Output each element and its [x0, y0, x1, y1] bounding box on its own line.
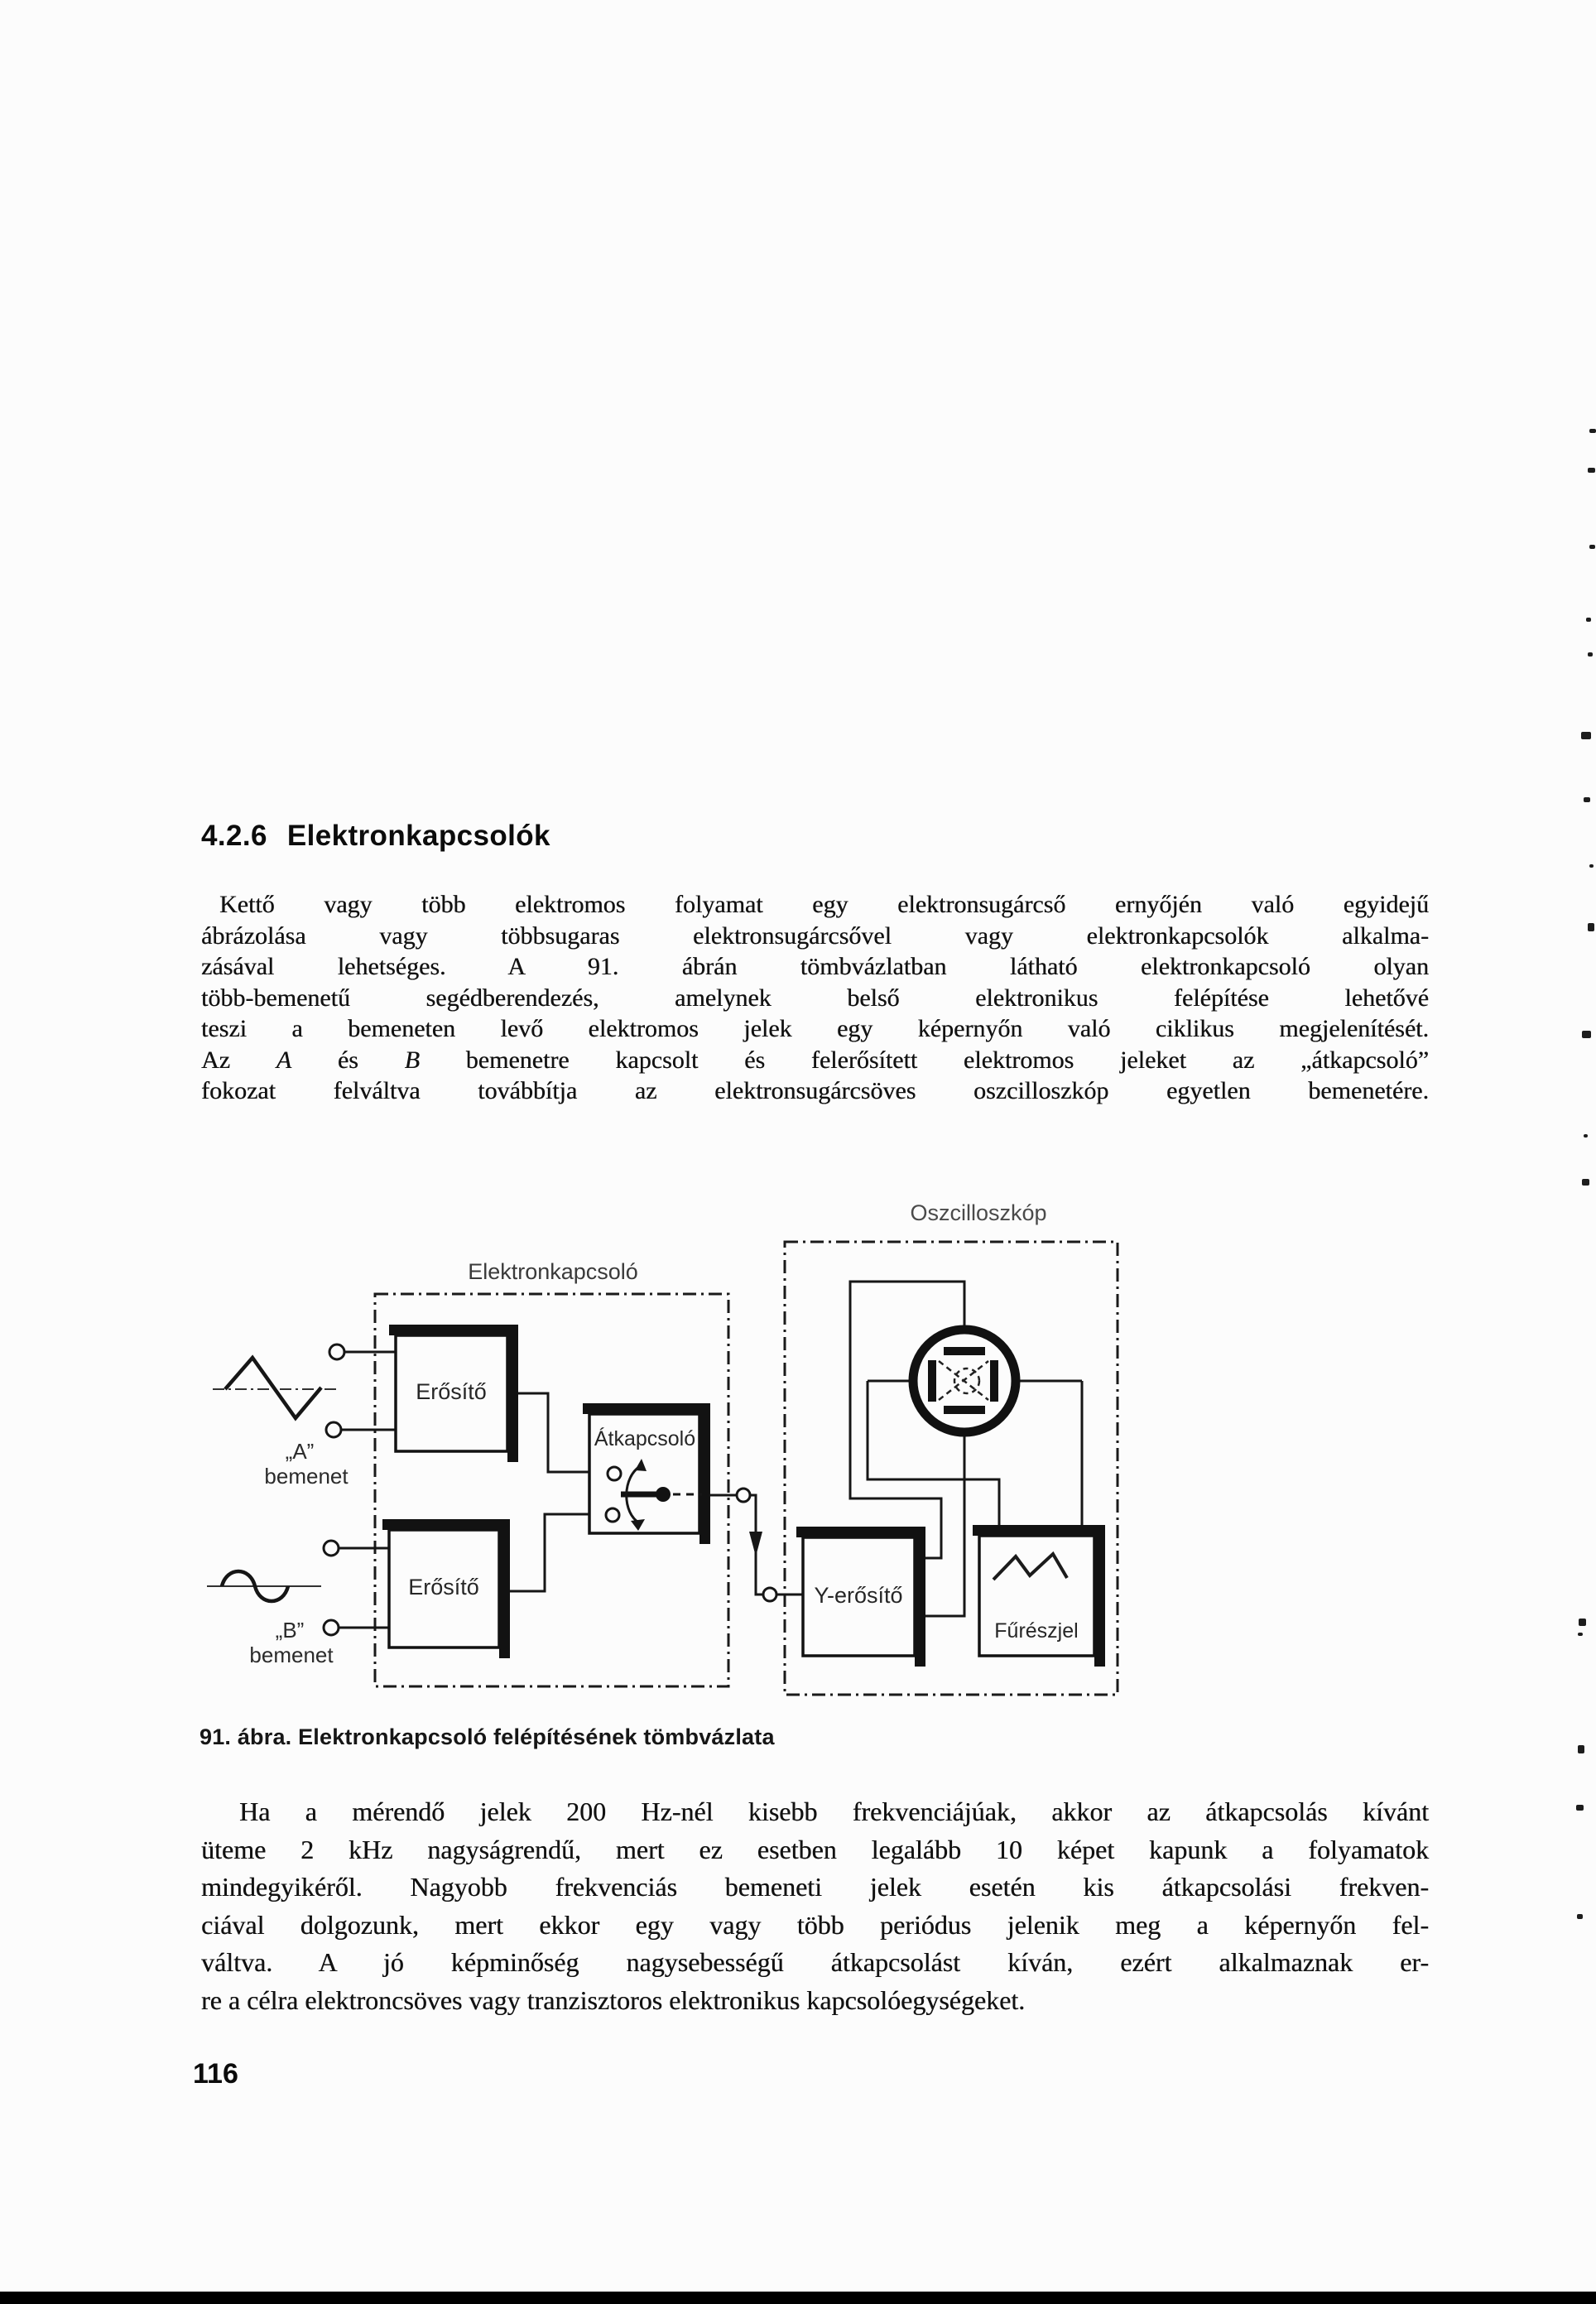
text-run: és: [291, 1046, 405, 1074]
scan-speck: [1582, 1179, 1589, 1186]
text-line: üteme 2 kHz nagyságrendű, mert ez esetben legalább 10 képet kapunk a folyamatok: [201, 1834, 1429, 1864]
switch-contact-upper: [608, 1467, 621, 1480]
text-line: Kettő vagy több elektromos folyamat egy elektronsugárcső ernyőjén való egyidejű: [219, 891, 1429, 918]
label-sawtooth: Fűrészjel: [994, 1619, 1079, 1643]
scan-bottom-edge: [0, 2292, 1596, 2304]
switch-contact-lower: [606, 1508, 619, 1522]
terminal-b-upper: [324, 1541, 339, 1556]
block-sawtooth-generator: [973, 1525, 1105, 1667]
scan-speck: [1588, 468, 1595, 473]
section-title: Elektronkapcsolók: [286, 820, 550, 852]
deflection-plate-bottom: [944, 1406, 985, 1414]
text-line: fokozat felváltva továbbítja az elektronsugárcsöves oszcilloszkóp egyetlen bemenetére.: [201, 1077, 1429, 1104]
text-run: bemenetre kapcsolt és felerősített elektromos jeleket az „átkapcsoló”: [419, 1046, 1430, 1074]
label-elektronkapcsolo-group: Elektronkapcsoló: [468, 1259, 638, 1284]
scan-speck: [1582, 1031, 1591, 1038]
text-line: több-bemenetű segédberendezés, amelynek belső elektronikus felépítése lehetővé: [201, 984, 1429, 1012]
text-line: váltva. A jó képminőség nagysebességű átkapcsolást kíván, ezért alkalmaznak er-: [201, 1947, 1429, 1978]
paragraph-1: [201, 889, 1429, 1107]
switch-pivot-dot: [656, 1487, 671, 1502]
scan-speck: [1578, 1633, 1583, 1636]
label-input-b-bemenet: bemenet: [249, 1643, 334, 1667]
text-line: ábrázolása vagy többsugaras elektronsugárcsővel vagy elektronkapcsolók alkalma-: [201, 921, 1429, 950]
paragraph-2: [201, 1793, 1429, 2020]
label-switch: Átkapcsoló: [594, 1427, 696, 1450]
label-oszcilloszkop-group: Oszcilloszkóp: [910, 1200, 1047, 1225]
label-input-b: „B”: [275, 1618, 305, 1643]
block-y-amplifier: [796, 1527, 925, 1667]
block-switch: [583, 1403, 710, 1544]
variable-b: B: [404, 1046, 420, 1074]
terminal-a-upper: [329, 1344, 344, 1359]
label-amplifier-b: Erősítő: [408, 1575, 479, 1599]
scan-speck: [1578, 1745, 1584, 1753]
triangle-wave-icon: [225, 1358, 321, 1418]
label-y-amplifier: Y-erősítő: [814, 1583, 903, 1608]
scan-speck: [1577, 1914, 1583, 1919]
text-line: teszi a bemeneten levő elektromos jelek egy képernyőn való ciklikus megjelenítését.: [201, 1015, 1429, 1042]
text-run: Az: [201, 1046, 276, 1074]
scan-speck: [1589, 864, 1594, 868]
deflection-plate-left: [928, 1360, 936, 1402]
label-amplifier-a: Erősítő: [416, 1379, 487, 1404]
variable-a: A: [276, 1046, 292, 1074]
terminal-a-lower: [326, 1422, 341, 1437]
deflection-plate-top: [944, 1347, 985, 1355]
input-b-signal: [207, 1571, 321, 1601]
scan-speck: [1586, 618, 1591, 622]
label-input-a-bemenet: bemenet: [264, 1464, 349, 1489]
scan-speck: [1584, 1134, 1588, 1138]
page-number: 116: [193, 2058, 238, 2090]
text-line: Ha a mérendő jelek 200 Hz-nél kisebb frekvenciájúak, akkor az átkapcsolás kívánt: [239, 1797, 1429, 1826]
text-line: zásával lehetséges. A 91. ábrán tömbvázlatban látható elektronkapcsoló olyan: [201, 953, 1429, 980]
terminal-scope-input: [763, 1588, 776, 1601]
scan-speck: [1588, 652, 1593, 657]
text-line: re a célra elektroncsöves vagy tranzisztoros elektronikus kapcsolóegységeket.: [201, 1984, 1026, 2015]
scan-speck: [1589, 429, 1596, 433]
signal-flow-arrow-icon: [749, 1532, 762, 1556]
scan-speck: [1576, 1805, 1584, 1811]
deflection-plate-right: [990, 1360, 998, 1402]
text-line: [201, 1045, 1429, 1076]
text-line: ciával dolgozunk, mert ekkor egy vagy több periódus jelenik meg a képernyőn fel-: [201, 1909, 1429, 1940]
block-amplifier-b: [382, 1519, 510, 1658]
label-input-a: „A”: [285, 1439, 315, 1464]
terminal-b-lower: [324, 1620, 339, 1635]
section-number: 4.2.6: [201, 820, 267, 852]
figure-caption: 91. ábra. Elektronkapcsoló felépítésének tömbvázlata: [200, 1724, 775, 1749]
scan-speck: [1588, 923, 1594, 931]
scan-speck: [1579, 1619, 1586, 1626]
terminal-switch-output: [737, 1489, 750, 1502]
scan-speck: [1589, 545, 1595, 549]
section-heading: [201, 820, 550, 853]
figure-91-diagram: [0, 1176, 1596, 1739]
crt-tube-icon: [913, 1330, 1016, 1432]
scan-speck: [1584, 797, 1590, 802]
scan-speck: [1581, 732, 1591, 739]
input-a-signal: [213, 1358, 337, 1418]
text-line: mindegyikéről. Nagyobb frekvenciás bemeneti jelek esetén kis átkapcsolási frekven-: [201, 1872, 1429, 1902]
block-amplifier-a: [389, 1325, 518, 1462]
